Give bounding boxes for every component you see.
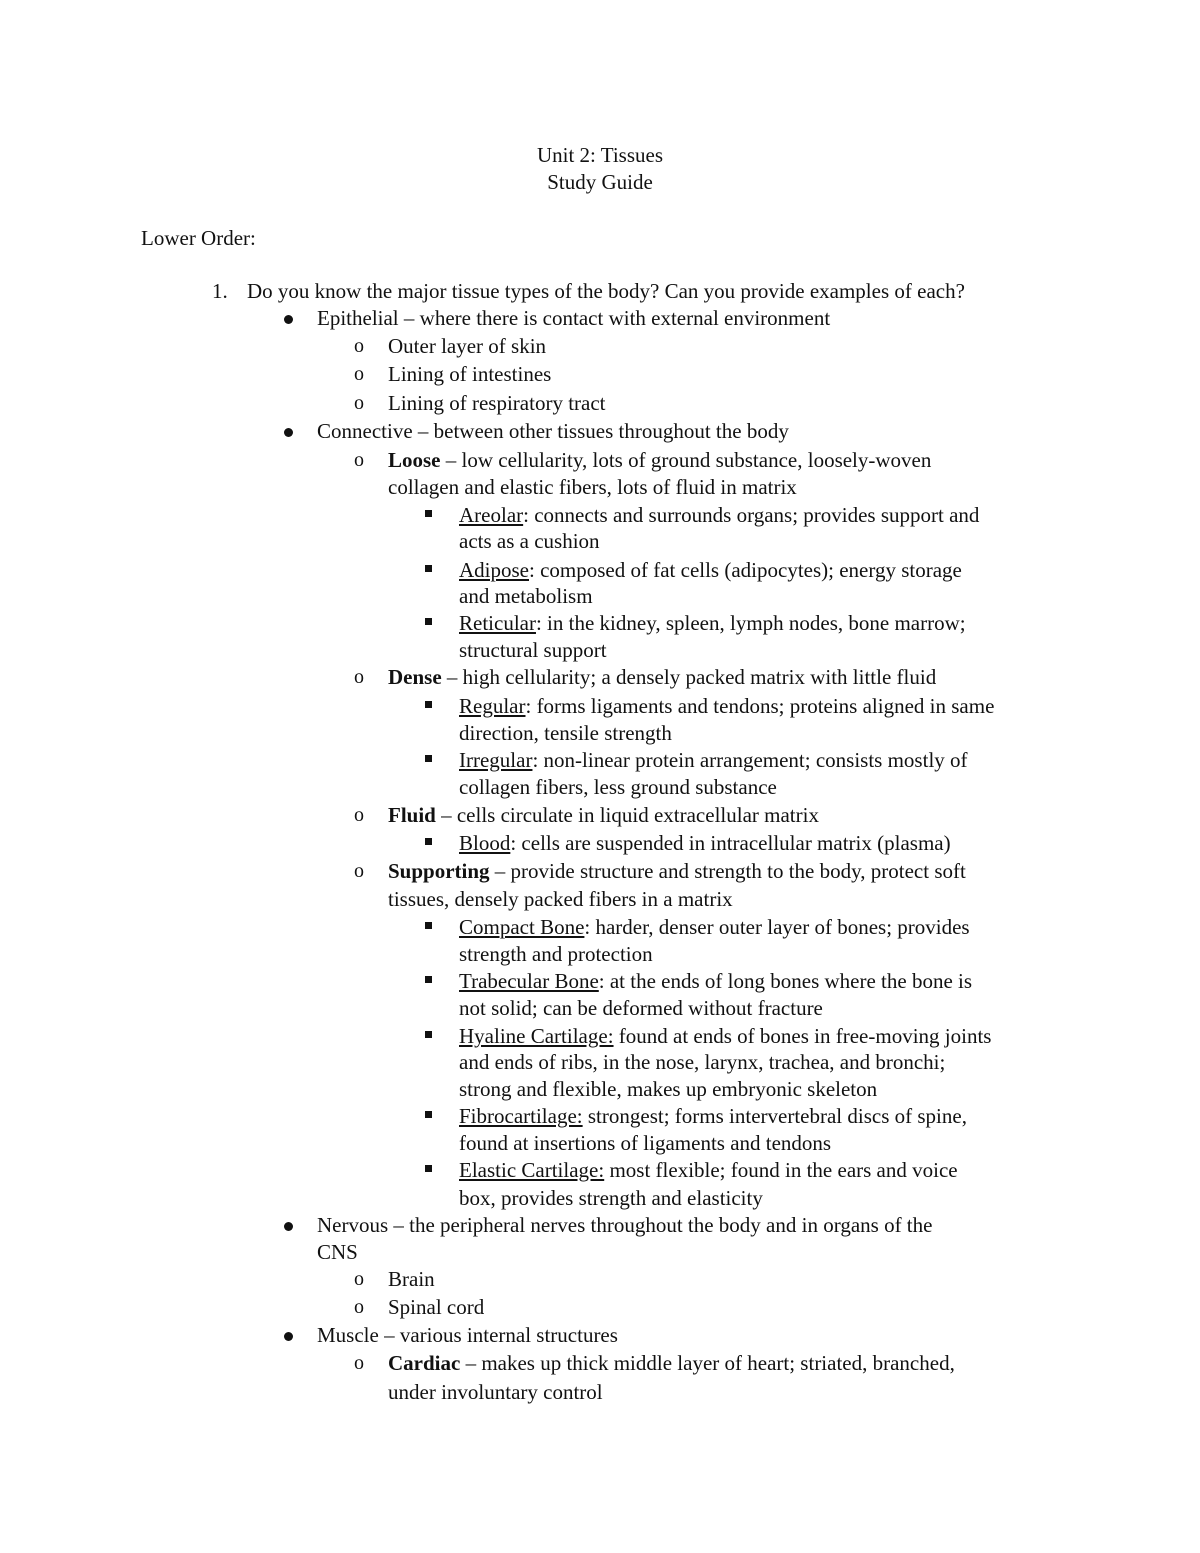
- square-bullet-icon: [425, 510, 432, 517]
- muscle-cardiac-cont: under involuntary control: [388, 1380, 603, 1404]
- tissue-muscle: Muscle – various internal structures: [317, 1323, 618, 1347]
- question-text: Do you know the major tissue types of the body? Can you provide examples of each?: [247, 279, 965, 303]
- connective-loose: Loose – low cellularity, lots of ground substance, loosely-woven: [388, 448, 932, 472]
- list-item-hyaline-cartilage-cont: strong and flexible, makes up embryonic skeleton: [459, 1077, 878, 1101]
- list-item-hyaline-cartilage: Hyaline Cartilage: found at ends of bones in free-moving joints: [459, 1024, 992, 1048]
- circle-bullet-icon: o: [354, 363, 364, 385]
- list-item-reticular: Reticular: in the kidney, spleen, lymph nodes, bone marrow;: [459, 611, 966, 635]
- question-number: 1.: [212, 279, 228, 303]
- connective-dense: Dense – high cellularity; a densely packed matrix with little fluid: [388, 665, 937, 689]
- circle-bullet-icon: o: [354, 449, 364, 471]
- tissue-epithelial: Epithelial – where there is contact with external environment: [317, 306, 831, 330]
- circle-bullet-icon: o: [354, 392, 364, 414]
- muscle-cardiac: Cardiac – makes up thick middle layer of heart; striated, branched,: [388, 1351, 955, 1375]
- circle-bullet-icon: o: [354, 1352, 364, 1374]
- square-bullet-icon: [425, 755, 432, 762]
- list-item-regular-cont: direction, tensile strength: [459, 721, 672, 745]
- list-item-reticular-cont: structural support: [459, 638, 607, 662]
- list-item-compact-bone-cont: strength and protection: [459, 942, 653, 966]
- square-bullet-icon: [425, 1111, 432, 1118]
- bullet-icon: [284, 1222, 293, 1231]
- square-bullet-icon: [425, 1165, 432, 1172]
- list-item-blood: Blood: cells are suspended in intracellular matrix (plasma): [459, 831, 951, 855]
- list-item-regular: Regular: forms ligaments and tendons; proteins aligned in same: [459, 694, 995, 718]
- square-bullet-icon: [425, 565, 432, 572]
- square-bullet-icon: [425, 976, 432, 983]
- bullet-icon: [284, 428, 293, 437]
- list-item-fibrocartilage-cont: found at insertions of ligaments and tendons: [459, 1131, 832, 1155]
- connective-fluid: Fluid – cells circulate in liquid extracellular matrix: [388, 803, 819, 827]
- tissue-nervous: Nervous – the peripheral nerves throughout the body and in organs of the: [317, 1213, 933, 1237]
- section-label: Lower Order:: [141, 226, 256, 250]
- circle-bullet-icon: o: [354, 860, 364, 882]
- list-item-irregular: Irregular: non-linear protein arrangement; consists mostly of: [459, 748, 968, 772]
- list-item-areolar: Areolar: connects and surrounds organs; provides support and: [459, 503, 980, 527]
- list-item-hyaline-cartilage-cont: and ends of ribs, in the nose, larynx, trachea, and bronchi;: [459, 1050, 946, 1074]
- list-item-fibrocartilage: Fibrocartilage: strongest; forms intervertebral discs of spine,: [459, 1104, 967, 1128]
- square-bullet-icon: [425, 701, 432, 708]
- circle-bullet-icon: o: [354, 666, 364, 688]
- square-bullet-icon: [425, 838, 432, 845]
- bullet-icon: [284, 1332, 293, 1341]
- list-item-trabecular-bone-cont: not solid; can be deformed without fracture: [459, 996, 823, 1020]
- list-item-elastic-cartilage-cont: box, provides strength and elasticity: [459, 1186, 763, 1210]
- list-item-adipose: Adipose: composed of fat cells (adipocytes); energy storage: [459, 558, 962, 582]
- list-item: Brain: [388, 1267, 435, 1291]
- list-item-adipose-cont: and metabolism: [459, 584, 593, 608]
- list-item-irregular-cont: collagen fibers, less ground substance: [459, 775, 777, 799]
- list-item: Spinal cord: [388, 1295, 485, 1319]
- circle-bullet-icon: o: [354, 804, 364, 826]
- list-item: Outer layer of skin: [388, 334, 547, 358]
- tissue-nervous-cont: CNS: [317, 1240, 358, 1264]
- circle-bullet-icon: o: [354, 1268, 364, 1290]
- tissue-connective: Connective – between other tissues throughout the body: [317, 419, 789, 443]
- square-bullet-icon: [425, 618, 432, 625]
- connective-loose-cont: collagen and elastic fibers, lots of fluid in matrix: [388, 475, 797, 499]
- list-item-compact-bone: Compact Bone: harder, denser outer layer of bones; provides: [459, 915, 970, 939]
- list-item-elastic-cartilage: Elastic Cartilage: most flexible; found in the ears and voice: [459, 1158, 958, 1182]
- connective-supporting-cont: tissues, densely packed fibers in a matrix: [388, 887, 733, 911]
- document-title: Unit 2: Tissues: [536, 143, 664, 167]
- square-bullet-icon: [425, 922, 432, 929]
- connective-supporting: Supporting – provide structure and strength to the body, protect soft: [388, 859, 966, 883]
- bullet-icon: [284, 315, 293, 324]
- list-item-trabecular-bone: Trabecular Bone: at the ends of long bones where the bone is: [459, 969, 973, 993]
- circle-bullet-icon: o: [354, 335, 364, 357]
- circle-bullet-icon: o: [354, 1296, 364, 1318]
- list-item-areolar-cont: acts as a cushion: [459, 529, 600, 553]
- list-item: Lining of intestines: [388, 362, 552, 386]
- document-subtitle: Study Guide: [547, 170, 653, 194]
- list-item: Lining of respiratory tract: [388, 391, 606, 415]
- square-bullet-icon: [425, 1031, 432, 1038]
